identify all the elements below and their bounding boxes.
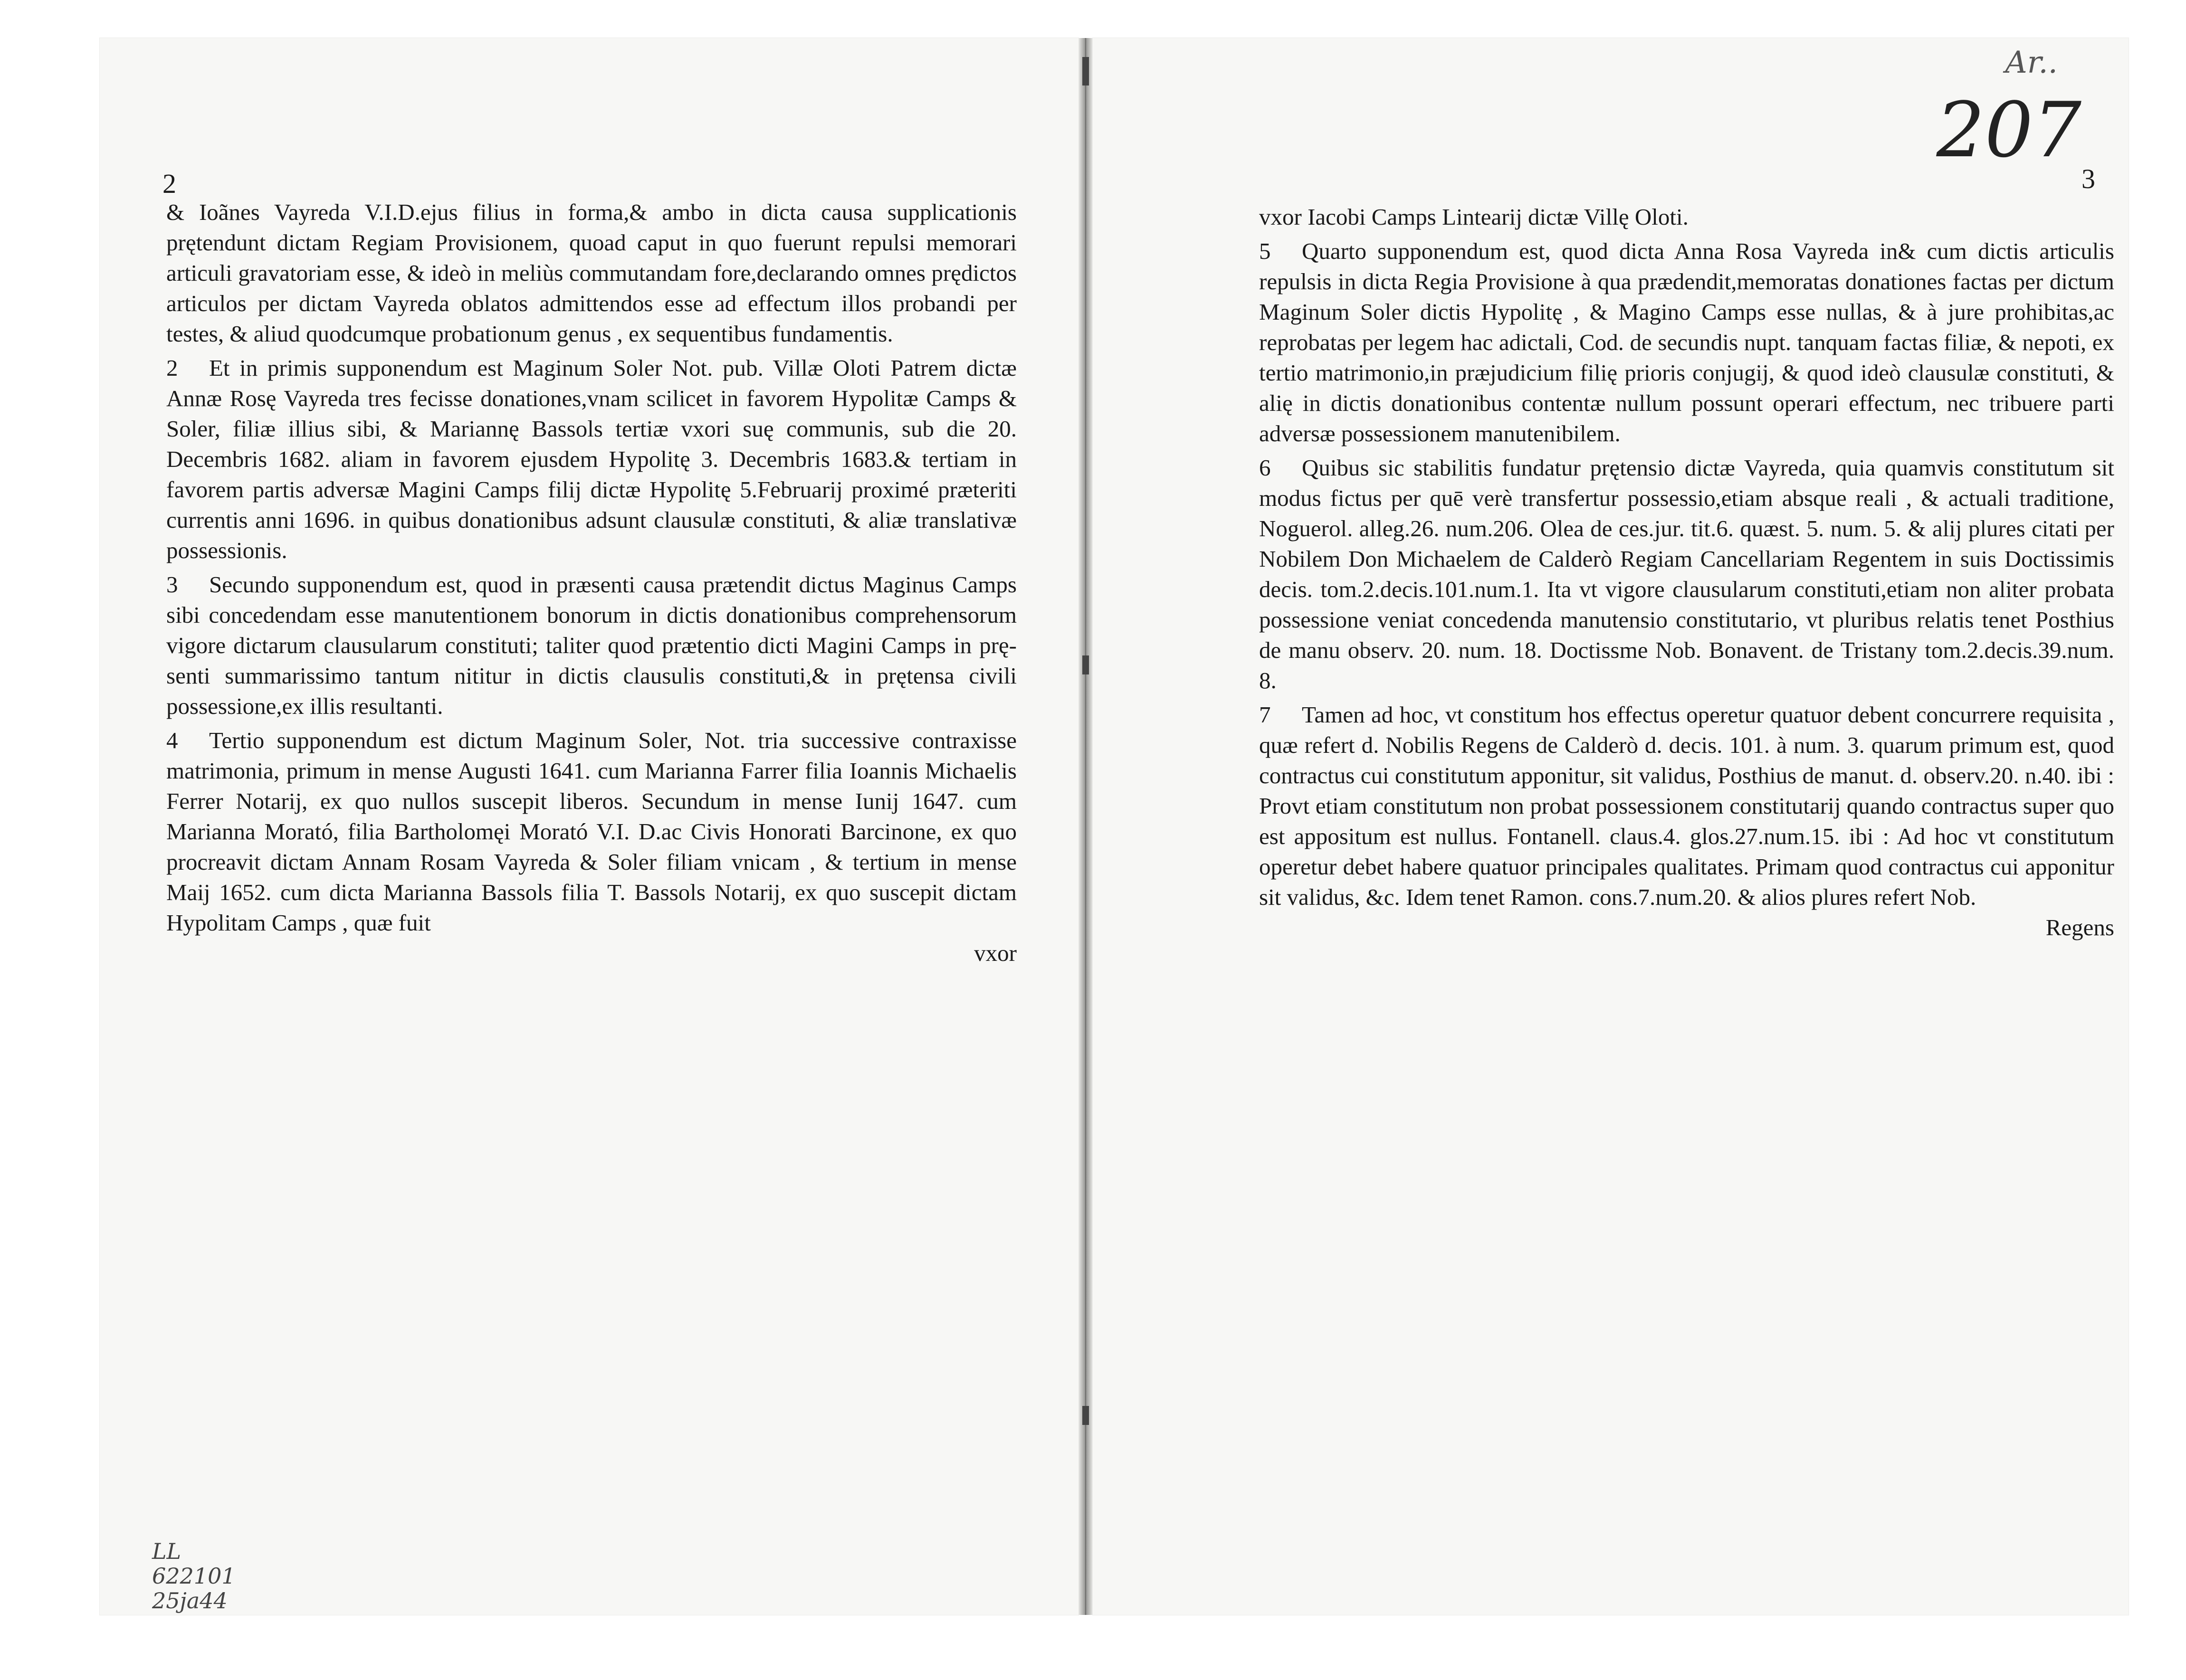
left-paragraph-4 bbox=[166, 725, 1017, 938]
right-page-number: 3 bbox=[2081, 163, 2095, 194]
paragraph-text: vxor Iacobi Camps Lintearij dictæ Villę Oloti. bbox=[1259, 204, 1689, 230]
right-page bbox=[1093, 38, 2129, 1615]
left-page-number: 2 bbox=[162, 168, 176, 199]
book-spine bbox=[1079, 38, 1093, 1615]
right-paragraph-5 bbox=[1259, 236, 2114, 449]
paragraph-number: 5 bbox=[1259, 238, 1271, 264]
spine-mark bbox=[1082, 655, 1089, 674]
left-paragraph-2 bbox=[166, 353, 1017, 566]
handwritten-shelfmark: LL 622101 25ja44 bbox=[152, 1538, 236, 1614]
paragraph-number: 2 bbox=[166, 355, 178, 381]
paragraph-number: 3 bbox=[166, 571, 178, 598]
handwritten-signature-mark: Ar.. bbox=[2005, 45, 2058, 80]
paragraph-text: Tamen ad hoc, vt constitum hos effectus operetur quatuor debent concurrere requisita , quæ refert d. Nobilis Regens de Calderò d. decis. 101. à num. 3. quarum primum est, quod contractus cui constitutum apponitur, sit validus, Posthius de manut. d. observ.20. n.40. ibi : Provt etiam constitutum non probat possessionem constitutarij quando contractus super quo est appositum est nullus. Fontanell. claus.4. glos.27.num.15. ibi : Ad hoc vt constitutum operetur debet habere quatuor principales qualitates. Primam quod contractus cui apponitur sit validus, &c. Idem tenet Ramon. cons.7.num.20. & alios plures refert Nob. bbox=[1259, 702, 2114, 910]
right-text-column bbox=[1259, 163, 2114, 943]
paragraph-text: Tertio supponendum est dictum Maginum Soler, Not. tria successive contraxisse matrimonia, primum in mense Augusti 1641. cum Marianna Farrer filia Ioannis Michaelis Ferrer Notarij, ex quo nullos suscepit liberos. Secundum in mense Iunij 1647. cum Marianna Morató, filia Bartholomęi Morató V.I. D.ac Civis Honorati Barcinone, ex quo procreavit dictam Annam Rosam Vayreda & Soler filiam vnicam , & tertium in mense Maij 1652. cum dicta Marianna Bassols filia T. Bassols Notarij, ex quo suscepit dictam Hypolitam Camps , quæ fuit bbox=[166, 727, 1017, 936]
left-catchword: vxor bbox=[974, 940, 1017, 966]
paragraph-text: Secundo supponendum est, quod in præsenti causa prætendit dictus Maginus Camps sibi concedendam esse manutentionem bonorum in dictis donationibus comprehensorum vigore dictarum clausularum constituti; taliter quod prætentio dicti Magini Camps in pręsenti summarissimo tantum nititur in dictis clausulis constituti,& in prętensa civili possessione,ex illis resultanti. bbox=[166, 571, 1017, 719]
paragraph-text: & Ioãnes Vayreda V.I.D.ejus filius in forma,& ambo in dicta causa supplicationis prętendunt dictam Regiam Provisionem, quoad caput in quo fuerunt repulsi memorari articuli gravatoriam esse, & ideò in meliùs commutandam fore,declarando omnes prędictos articulos per dictam Vayreda oblatos admittendos esse ad effectum illos probandi per testes, & aliud quodcumque probationum genus , ex sequentibus fundamentis. bbox=[166, 199, 1017, 347]
left-paragraph-1 bbox=[166, 197, 1017, 349]
handwritten-folio-number: 207 bbox=[1936, 85, 2081, 174]
right-catchword: Regens bbox=[2045, 914, 2114, 940]
left-text-column bbox=[162, 168, 1017, 968]
paragraph-number: 4 bbox=[166, 727, 178, 753]
right-paragraph-6 bbox=[1259, 453, 2114, 696]
paragraph-text: Et in primis supponendum est Maginum Soler Not. pub. Villæ Oloti Patrem dictæ Annæ Rosę Vayreda tres fecisse donationes,vnam scilicet in favorem Hypolitæ Camps & Soler, filiæ illius sibi, & Mariannę Bassols tertiæ vxori suę communis, sub die 20. Decembris 1682. aliam in favorem ejusdem Hypolitę 3. Decembris 1683.& tertiam in favorem partis adversæ Magini Camps filij dictæ Hypolitę 5.Februarij proximé præteriti currentis anni 1696. in quibus donationibus adsunt clausulæ constituti, & aliæ translativæ possessionis. bbox=[166, 355, 1017, 563]
paragraph-text: Quarto supponendum est, quod dicta Anna Rosa Vayreda in& cum dictis articulis repulsis in dicta Regia Provisione à qua prædendit,memoratas donationes factas per dictum Maginum Soler dictis Hypolitę , & Magino Camps esse nullas, & à jure prohibitas,ac reprobatas per legem hac adictali, Cod. de secundis nupt. tanquam factas filiæ, & nepoti, ex tertio matrimonio,in præjudicium filię prioris conjugij, & quod ideò clausulæ constituti, & alię in dictis donationibus contentæ nullum possunt operari effectum, nec tribuere parti adversæ possessionem manutenibilem. bbox=[1259, 238, 2114, 446]
left-page bbox=[100, 38, 1079, 1615]
right-paragraph-1 bbox=[1259, 202, 2114, 232]
paragraph-text: Quibus sic stabilitis fundatur prętensio dictæ Vayreda, quia quamvis constitutum sit modus fictus per quē verè transfertur possessio,etiam absque reali , & actuali traditione, Noguerol. alleg.26. num.206. Olea de ces.jur. tit.6. quæst. 5. num. 5. & alij plures citati per Nobilem Don Michaelem de Calderò Regiam Cancellariam Regentem in suis Doctissimis decis. tom.2.decis.101.num.1. Ita vt vigore clausularum constituti,etiam non aliter probata possessione veniat concedenda manutensio constitutario, vt pluribus relatis tenet Posthius de manu observ. 20. num. 18. Doctissme Nob. Bonavent. de Tristany tom.2.decis.39.num. 8. bbox=[1259, 455, 2114, 693]
spine-mark bbox=[1082, 1406, 1089, 1425]
paragraph-number: 7 bbox=[1259, 702, 1271, 728]
spine-mark bbox=[1082, 57, 1089, 85]
right-paragraph-7 bbox=[1259, 700, 2114, 912]
left-paragraph-3 bbox=[166, 569, 1017, 721]
paragraph-number: 6 bbox=[1259, 455, 1271, 481]
